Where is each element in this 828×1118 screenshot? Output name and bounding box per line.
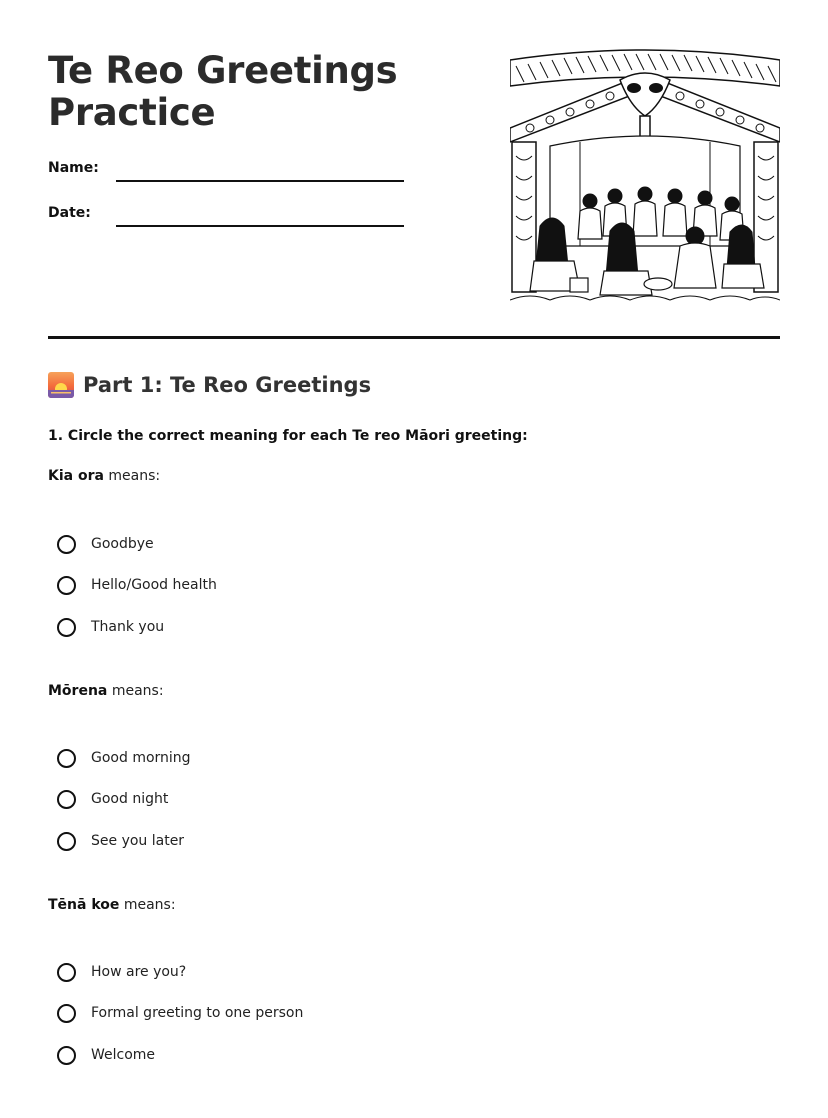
name-label: Name: bbox=[48, 160, 99, 176]
answer-circle[interactable] bbox=[57, 535, 76, 554]
answer-option[interactable] bbox=[57, 745, 191, 771]
answer-label: Goodbye bbox=[91, 536, 154, 552]
greeting-word: Mōrena bbox=[48, 683, 108, 699]
answer-circle[interactable] bbox=[57, 963, 76, 982]
sunrise-icon bbox=[48, 372, 74, 398]
answer-circle[interactable] bbox=[57, 618, 76, 637]
header-divider bbox=[48, 336, 780, 339]
answer-circle[interactable] bbox=[57, 832, 76, 851]
answer-label: Formal greeting to one person bbox=[91, 1005, 304, 1021]
answer-option[interactable] bbox=[57, 572, 217, 598]
answer-option[interactable] bbox=[57, 959, 186, 985]
answer-option[interactable] bbox=[57, 828, 184, 854]
greeting-word: Kia ora bbox=[48, 468, 104, 484]
worksheet-header bbox=[48, 0, 780, 338]
greeting-term bbox=[48, 468, 160, 484]
answer-option[interactable] bbox=[57, 1000, 303, 1026]
worksheet-page bbox=[48, 0, 780, 1063]
name-line bbox=[116, 180, 404, 182]
answer-circle[interactable] bbox=[57, 749, 76, 768]
answer-circle[interactable] bbox=[57, 576, 76, 595]
name-field bbox=[48, 158, 408, 188]
greeting-term bbox=[48, 897, 176, 913]
answer-circle[interactable] bbox=[57, 1046, 76, 1065]
answer-circle[interactable] bbox=[57, 1004, 76, 1023]
date-line bbox=[116, 225, 404, 227]
page-title: Te Reo Greetings Practice bbox=[48, 49, 398, 134]
wharenui-illustration bbox=[510, 46, 780, 310]
answer-option[interactable] bbox=[57, 614, 164, 640]
greeting-suffix: means: bbox=[103, 468, 161, 484]
answer-label: Hello/Good health bbox=[91, 577, 217, 593]
greeting-suffix: means: bbox=[107, 683, 164, 699]
date-label: Date: bbox=[48, 205, 91, 221]
answer-circle[interactable] bbox=[57, 790, 76, 809]
greeting-term bbox=[48, 683, 164, 699]
answer-label: See you later bbox=[91, 833, 185, 849]
question-prompt: 1. Circle the correct meaning for each Te reo Māori greeting: bbox=[48, 428, 528, 444]
answer-label: Welcome bbox=[91, 1047, 156, 1063]
answer-label: Good morning bbox=[91, 750, 191, 766]
answer-label: Good night bbox=[91, 791, 169, 807]
answer-option[interactable] bbox=[57, 786, 168, 812]
date-field bbox=[48, 203, 408, 233]
answer-option[interactable] bbox=[57, 531, 154, 557]
answer-option[interactable] bbox=[57, 1042, 155, 1068]
greeting-word: Tēnā koe bbox=[48, 897, 120, 913]
section-title-text: Part 1: Te Reo Greetings bbox=[83, 373, 372, 397]
answer-label: Thank you bbox=[91, 619, 165, 635]
answer-label: How are you? bbox=[91, 964, 187, 980]
greeting-suffix: means: bbox=[119, 897, 176, 913]
section-title bbox=[48, 372, 371, 398]
